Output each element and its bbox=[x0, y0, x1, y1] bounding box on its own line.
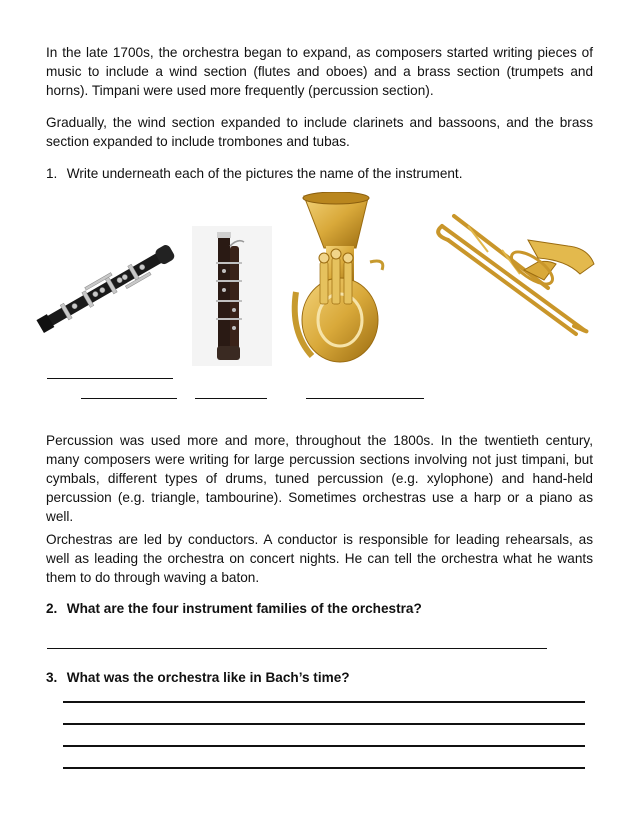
answer-blank-clarinet[interactable] bbox=[47, 378, 173, 379]
question-3 bbox=[46, 668, 350, 687]
clarinet-picture bbox=[28, 232, 188, 344]
tuba-picture bbox=[282, 192, 394, 368]
question-text: Write underneath each of the pictures the name of the instrument. bbox=[66, 166, 463, 181]
conductors-paragraph: Orchestras are led by conductors. A conductor is responsible for leading rehearsals, as well as leading the orchestra on concert nights. He can tell the orchestra what he wants them to do through waving a baton. bbox=[46, 532, 593, 585]
question-text: What was the orchestra like in Bach’s time? bbox=[66, 670, 350, 685]
answer-blank-tuba[interactable] bbox=[195, 398, 267, 399]
question-number: 1. bbox=[46, 166, 58, 181]
answer-line-q2[interactable] bbox=[47, 648, 547, 649]
intro-paragraph: In the late 1700s, the orchestra began to expand, as composers started writing pieces of music to include a wind section (flutes and oboes) and a brass section (trumpets and horns). Timpani were used more frequently (percussion section). bbox=[46, 45, 593, 98]
answer-blank-bassoon[interactable] bbox=[81, 398, 177, 399]
trombone-picture bbox=[428, 206, 598, 342]
question-2 bbox=[46, 599, 422, 618]
answer-line-q3-4[interactable] bbox=[63, 767, 585, 769]
expansion-paragraph: Gradually, the wind section expanded to include clarinets and bassoons, and the brass section expanded to include trombones and tubas. bbox=[46, 115, 593, 149]
trombone-icon bbox=[428, 206, 598, 342]
question-number: 2. bbox=[46, 601, 58, 616]
bassoon-picture bbox=[192, 226, 272, 366]
percussion-paragraph: Percussion was used more and more, throughout the 1800s. In the twentieth century, many composers were writing for large percussion sections involving not just timpani, but cymbals, different types of drums, tuned percussion (e.g. xylophone) and hand-held percussion (e.g. triangle, tambourine). Sometimes orchestras use a harp or a piano as well. bbox=[46, 433, 593, 524]
answer-line-q3-1[interactable] bbox=[63, 701, 585, 703]
question-text: What are the four instrument families of the orchestra? bbox=[66, 601, 422, 616]
answer-line-q3-2[interactable] bbox=[63, 723, 585, 725]
bassoon-icon bbox=[192, 226, 272, 366]
tuba-icon bbox=[282, 192, 394, 368]
answer-line-q3-3[interactable] bbox=[63, 745, 585, 747]
answer-blank-trombone[interactable] bbox=[306, 398, 424, 399]
question-1 bbox=[46, 164, 463, 183]
clarinet-icon bbox=[28, 232, 188, 344]
question-number: 3. bbox=[46, 670, 58, 685]
